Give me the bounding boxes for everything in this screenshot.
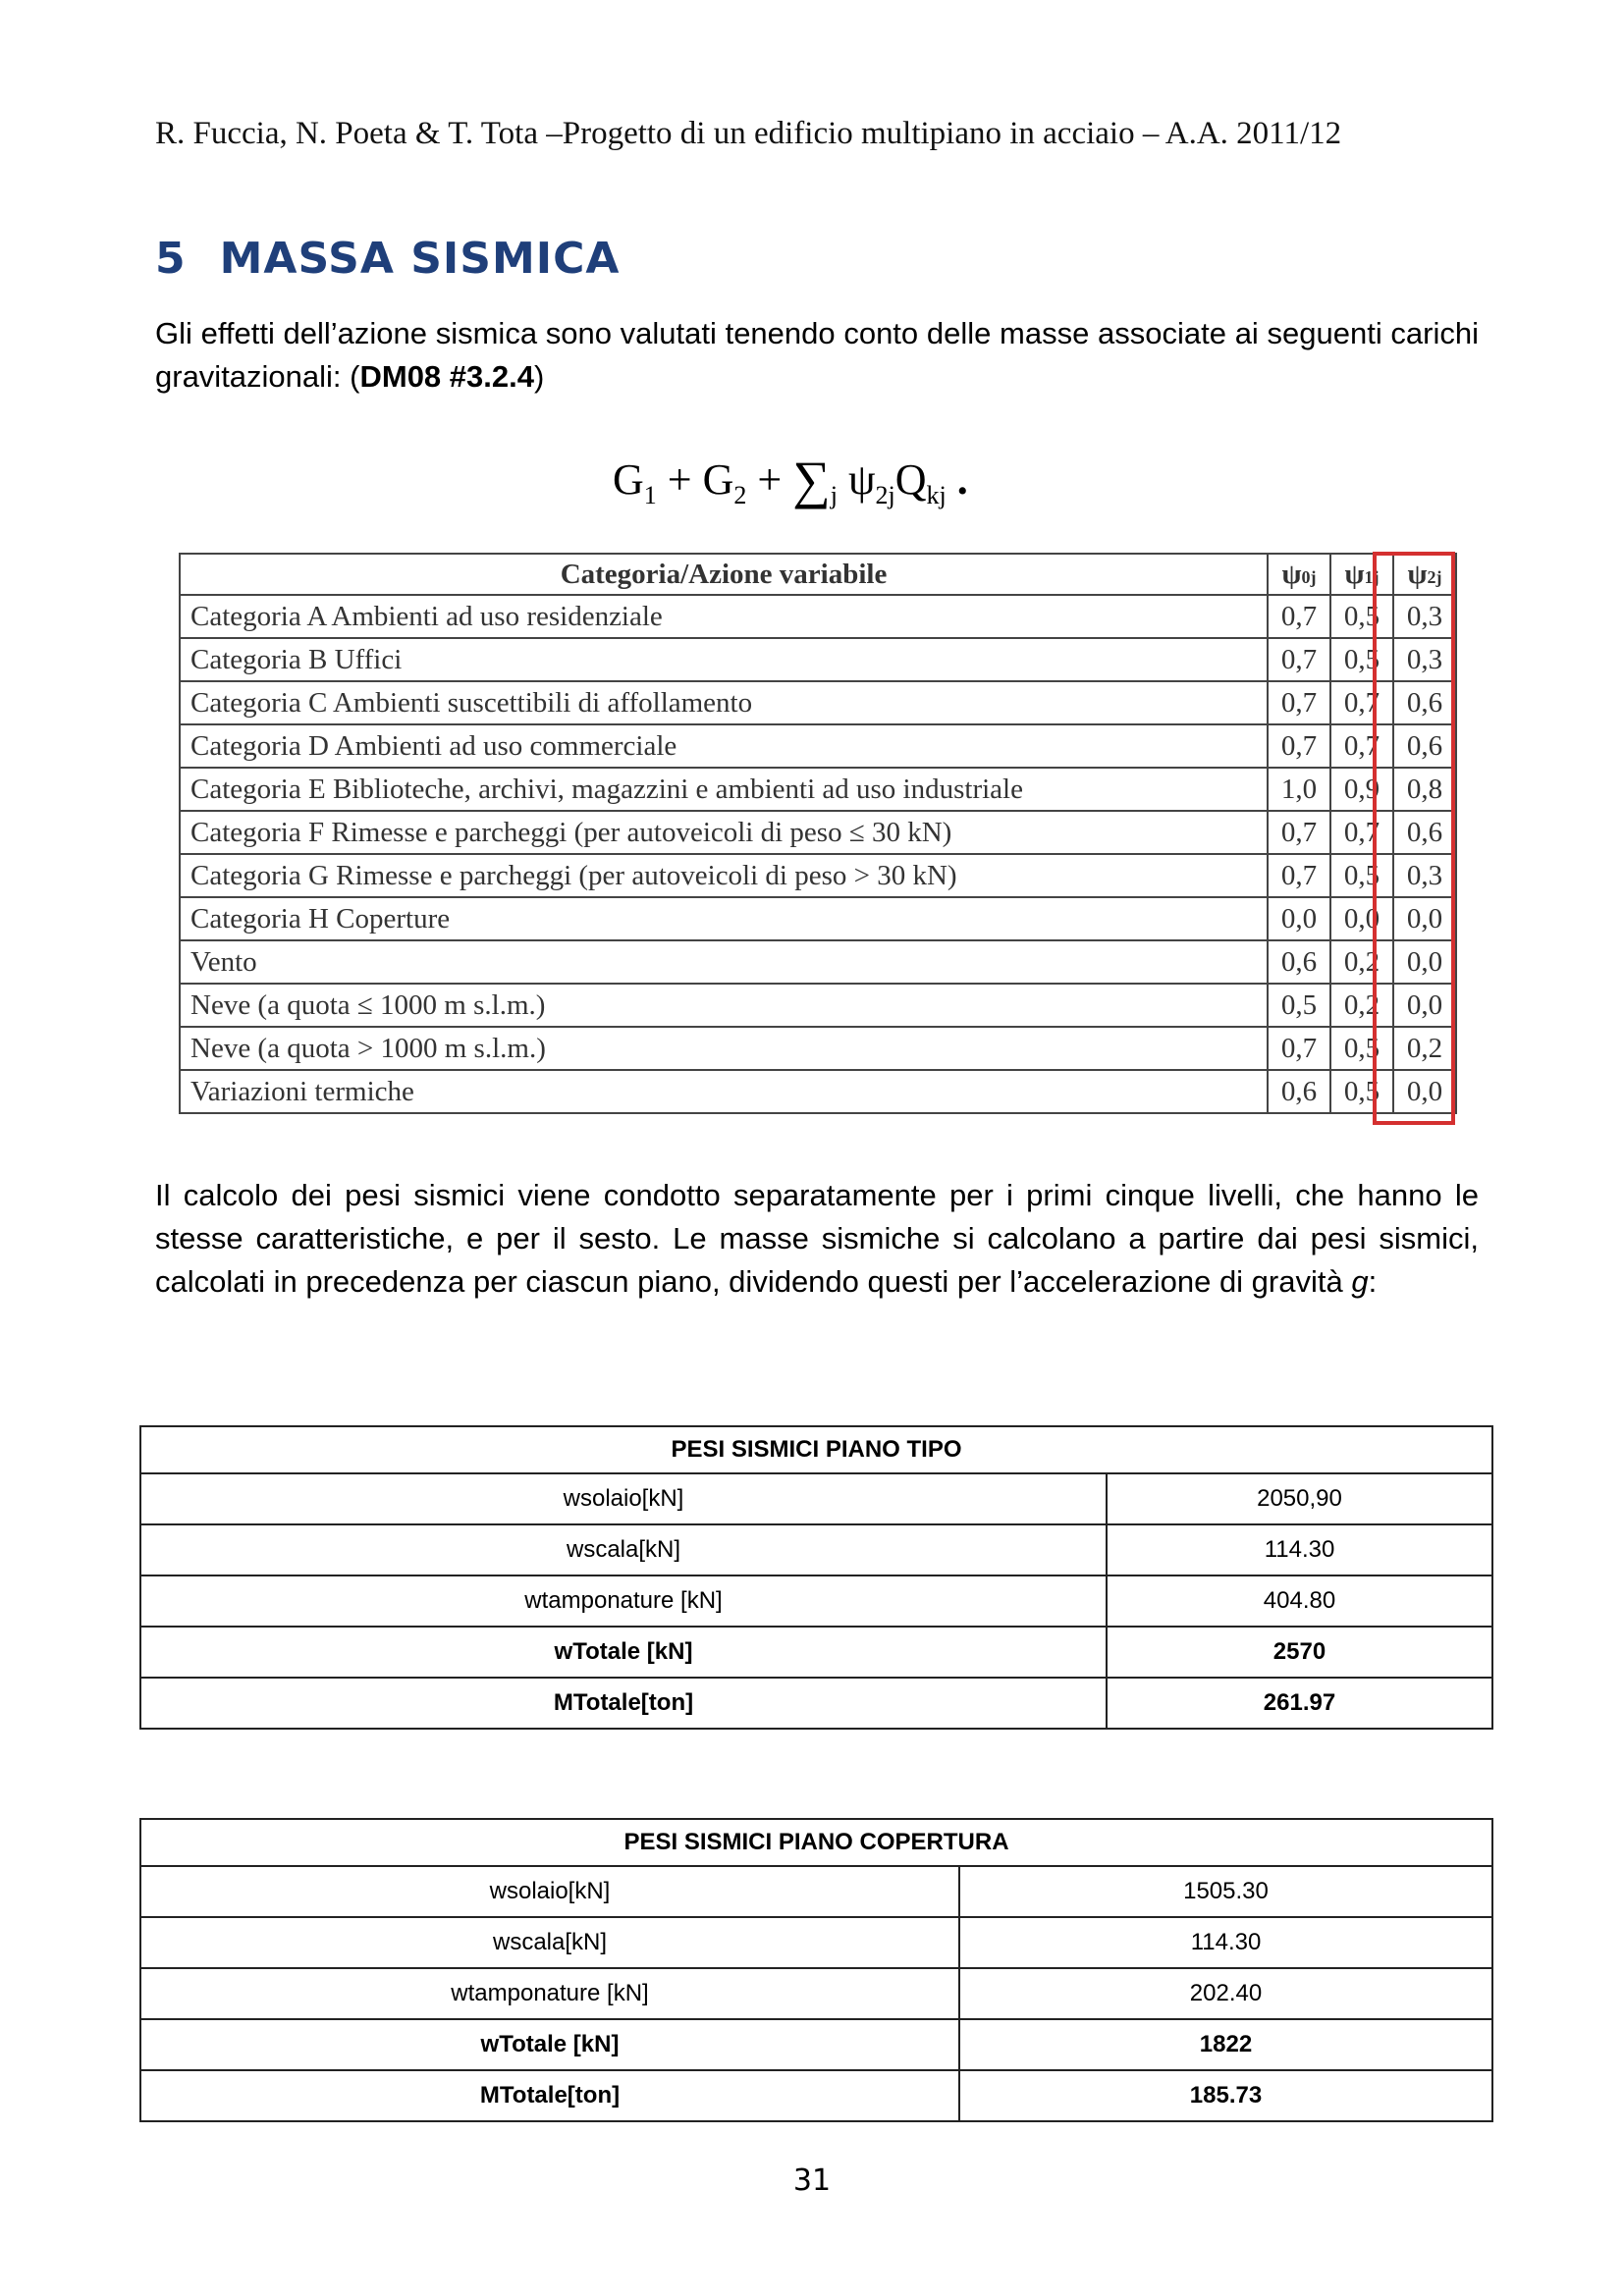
psi1-cell: 0,5	[1330, 638, 1393, 681]
value-cell: 404.80	[1107, 1575, 1492, 1627]
psi2-cell: 0,3	[1393, 595, 1456, 638]
table-row	[180, 1070, 1456, 1113]
psi2-cell: 0,6	[1393, 724, 1456, 768]
psi0-cell: 0,7	[1268, 681, 1330, 724]
psi0-cell: 0,7	[1268, 854, 1330, 897]
category-cell: Neve (a quota > 1000 m s.l.m.)	[180, 1027, 1268, 1070]
psi2-cell: 0,6	[1393, 681, 1456, 724]
psi0-cell: 0,7	[1268, 638, 1330, 681]
label-cell: wtamponature [kN]	[140, 1968, 959, 2019]
value-cell: 261.97	[1107, 1678, 1492, 1729]
psi2-cell: 0,3	[1393, 638, 1456, 681]
table-row	[180, 940, 1456, 984]
category-header: Categoria/Azione variabile	[180, 554, 1268, 595]
table-row	[140, 1866, 1492, 1917]
table-row	[180, 984, 1456, 1027]
psi1-cell: 0,7	[1330, 724, 1393, 768]
psi-table-header	[180, 554, 1456, 595]
table-row	[140, 1678, 1492, 1729]
table-row	[140, 1917, 1492, 1968]
category-cell: Categoria D Ambienti ad uso commerciale	[180, 724, 1268, 768]
label-cell: wtamponature [kN]	[140, 1575, 1107, 1627]
table-row	[180, 811, 1456, 854]
category-cell: Categoria F Rimesse e parcheggi (per autoveicoli di peso ≤ 30 kN)	[180, 811, 1268, 854]
category-cell: Neve (a quota ≤ 1000 m s.l.m.)	[180, 984, 1268, 1027]
psi1-cell: 0,0	[1330, 897, 1393, 940]
seismic-mass-formula: $G_1 + G_2 + \sum_j$ $\psi_{2j}Q_{kj}$ .	[613, 451, 968, 509]
label-cell: wTotale [kN]	[140, 2019, 959, 2070]
psi2-cell: 0,0	[1393, 984, 1456, 1027]
psi0-cell: 0,7	[1268, 595, 1330, 638]
psi1-cell: 0,5	[1330, 1070, 1393, 1113]
psi1-cell: 0,5	[1330, 595, 1393, 638]
psi2-header: ψ2j	[1393, 554, 1456, 595]
table-row	[180, 897, 1456, 940]
table-row	[180, 595, 1456, 638]
value-cell: 1822	[959, 2019, 1492, 2070]
psi1-cell: 0,2	[1330, 940, 1393, 984]
psi0-cell: 0,5	[1268, 984, 1330, 1027]
label-cell: wTotale [kN]	[140, 1627, 1107, 1678]
psi2-cell: 0,0	[1393, 940, 1456, 984]
table-row	[140, 1627, 1492, 1678]
category-cell: Categoria H Coperture	[180, 897, 1268, 940]
value-cell: 114.30	[959, 1917, 1492, 1968]
psi2-cell: 0,3	[1393, 854, 1456, 897]
value-cell: 2570	[1107, 1627, 1492, 1678]
value-cell: 2050,90	[1107, 1473, 1492, 1524]
psi2-cell: 0,6	[1393, 811, 1456, 854]
psi0-cell: 0,7	[1268, 811, 1330, 854]
psi2-cell: 0,2	[1393, 1027, 1456, 1070]
category-cell: Variazioni termiche	[180, 1070, 1268, 1113]
psi1-cell: 0,2	[1330, 984, 1393, 1027]
category-cell: Categoria B Uffici	[180, 638, 1268, 681]
table-row	[140, 1575, 1492, 1627]
calculation-paragraph: Il calcolo dei pesi sismici viene condotto separatamente per i primi cinque livelli, che hanno le stesse caratteristiche, e per il sesto. Le masse sismiche si calcolano a partire dai pesi sismici, calcolati in precedenza per ciascun piano, dividendo questi per l’accelerazione di gravità g:	[155, 1178, 1479, 1299]
table-row	[140, 2070, 1492, 2121]
psi0-cell: 0,6	[1268, 940, 1330, 984]
psi2-cell: 0,0	[1393, 897, 1456, 940]
category-cell: Categoria G Rimesse e parcheggi (per autoveicoli di peso > 30 kN)	[180, 854, 1268, 897]
psi-coefficients-table	[179, 553, 1457, 1114]
label-cell: MTotale[ton]	[140, 2070, 959, 2121]
value-cell: 185.73	[959, 2070, 1492, 2121]
psi1-cell: 0,5	[1330, 854, 1393, 897]
label-cell: wsolaio[kN]	[140, 1866, 959, 1917]
table-row	[180, 724, 1456, 768]
table-title: PESI SISMICI PIANO COPERTURA	[140, 1819, 1492, 1866]
label-cell: wscala[kN]	[140, 1524, 1107, 1575]
category-cell: Categoria C Ambienti suscettibili di affollamento	[180, 681, 1268, 724]
pesi-sismici-piano-tipo-table	[139, 1425, 1493, 1730]
section-title: MASSA SISMICA	[219, 234, 621, 284]
running-header: R. Fuccia, N. Poeta & T. Tota –Progetto di un edificio multipiano in acciaio – A.A. 2011/12	[155, 116, 1342, 151]
psi1-cell: 0,7	[1330, 811, 1393, 854]
psi0-cell: 0,7	[1268, 724, 1330, 768]
page-number: 31	[792, 2163, 832, 2198]
label-cell: wscala[kN]	[140, 1917, 959, 1968]
value-cell: 114.30	[1107, 1524, 1492, 1575]
psi1-header: ψ1j	[1330, 554, 1393, 595]
table-row	[140, 1968, 1492, 2019]
value-cell: 202.40	[959, 1968, 1492, 2019]
psi1-cell: 0,5	[1330, 1027, 1393, 1070]
psi0-header: ψ0j	[1268, 554, 1330, 595]
norm-reference: DM08 #3.2.4	[359, 359, 534, 394]
intro-paragraph: Gli effetti dell’azione sismica sono valutati tenendo conto delle masse associate ai seguenti carichi gravitazionali: (DM08 #3.2.4)	[155, 316, 1479, 394]
section-heading	[155, 234, 621, 284]
table-row	[180, 681, 1456, 724]
table-title: PESI SISMICI PIANO TIPO	[140, 1426, 1492, 1473]
psi0-cell: 0,6	[1268, 1070, 1330, 1113]
category-cell: Categoria A Ambienti ad uso residenziale	[180, 595, 1268, 638]
section-number: 5	[155, 234, 187, 284]
psi1-cell: 0,9	[1330, 768, 1393, 811]
label-cell: MTotale[ton]	[140, 1678, 1107, 1729]
table-row	[140, 2019, 1492, 2070]
category-cell: Vento	[180, 940, 1268, 984]
table-row	[140, 1473, 1492, 1524]
psi0-cell: 1,0	[1268, 768, 1330, 811]
psi0-cell: 0,7	[1268, 1027, 1330, 1070]
psi2-cell: 0,0	[1393, 1070, 1456, 1113]
table-row	[140, 1524, 1492, 1575]
category-cell: Categoria E Biblioteche, archivi, magazzini e ambienti ad uso industriale	[180, 768, 1268, 811]
pesi-sismici-piano-copertura-table	[139, 1818, 1493, 2122]
table-row	[180, 854, 1456, 897]
psi1-cell: 0,7	[1330, 681, 1393, 724]
label-cell: wsolaio[kN]	[140, 1473, 1107, 1524]
table-row	[180, 638, 1456, 681]
psi2-cell: 0,8	[1393, 768, 1456, 811]
psi0-cell: 0,0	[1268, 897, 1330, 940]
table-row	[180, 768, 1456, 811]
value-cell: 1505.30	[959, 1866, 1492, 1917]
table-row	[180, 1027, 1456, 1070]
